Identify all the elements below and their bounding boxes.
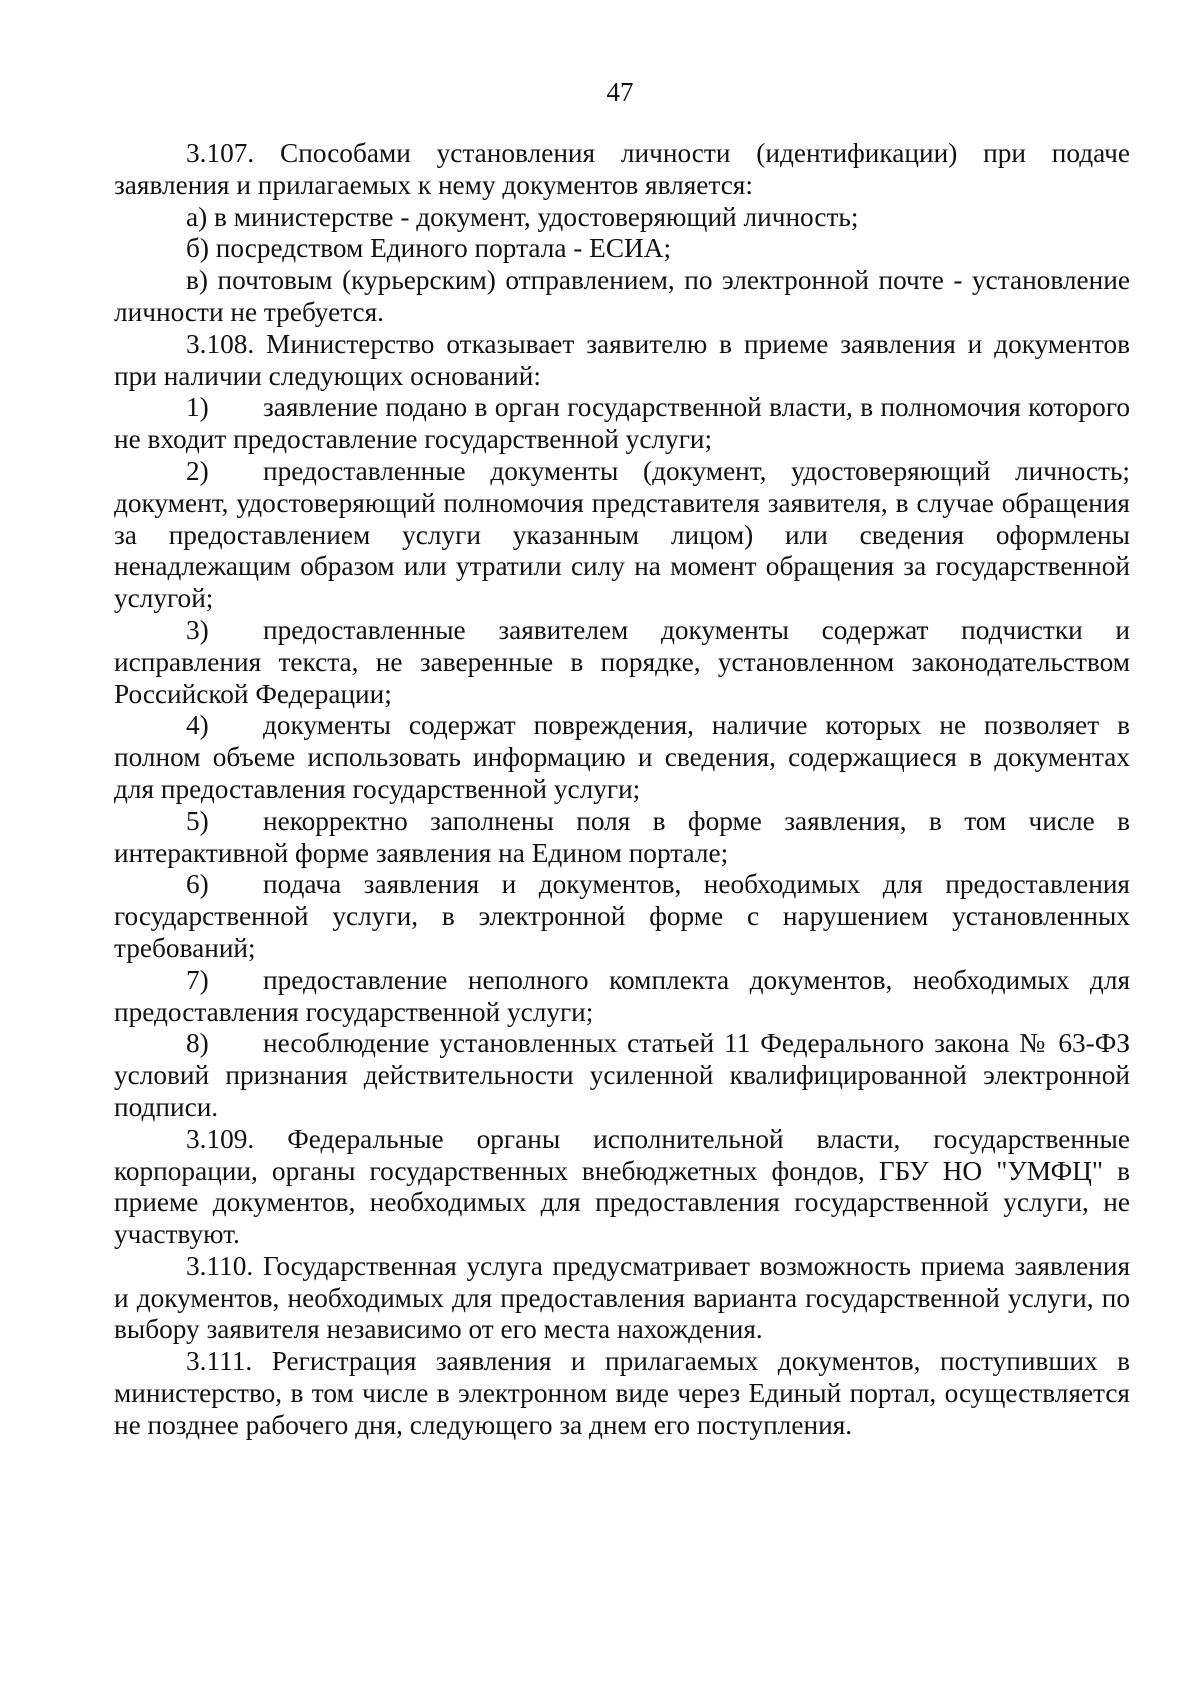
list-item-text: документы содержат повреждения, наличие которых не позволяет в полном объеме использовать информацию и сведения, содержащиеся в документах для предоставления государственной услуги; bbox=[114, 710, 1130, 804]
list-number: 6) bbox=[186, 869, 209, 900]
list-item-text: предоставленные документы (документ, удостоверяющий личность; документ, удостоверяющий полномочия представителя заявителя, в случае обращения за предоставлением услуги указанным лицом) или сведения оформлены ненадлежащим образом или утратили силу на момент обращения за государственной услугой; bbox=[114, 455, 1130, 614]
list-number: 3) bbox=[186, 614, 209, 645]
paragraph-3-108: 3.108. Министерство отказывает заявителю в приеме заявления и документов при наличии следующих оснований: bbox=[114, 328, 1130, 391]
list-item-text: подача заявления и документов, необходимых для предоставления государственной услуги, в электронной форме с нарушением установленных требований; bbox=[114, 869, 1130, 963]
list-item-text: несоблюдение установленных статьей 11 Федерального закона № 63-ФЗ условий признания действительности усиленной квалифицированной электронной подписи. bbox=[114, 1028, 1130, 1122]
list-item-text: предоставление неполного комплекта документов, необходимых для предоставления государственной услуги; bbox=[114, 964, 1130, 1027]
page-number: 47 bbox=[606, 77, 634, 107]
document-body bbox=[114, 138, 1130, 1442]
list-item-text: заявление подано в орган государственной власти, в полномочия которого не входит предоставление государственной услуги; bbox=[114, 392, 1130, 455]
list-item-text: некорректно заполнены поля в форме заявления, в том числе в интерактивной форме заявления на Едином портале; bbox=[114, 805, 1130, 868]
list-item-text: предоставленные заявителем документы содержат подчистки и исправления текста, не заверенные в порядке, установленном законодательством Российской Федерации; bbox=[114, 614, 1130, 709]
refusal-ground-2 bbox=[114, 456, 1130, 615]
refusal-ground-3 bbox=[114, 615, 1130, 710]
paragraph-3-107: 3.107. Способами установления личности (идентификации) при подаче заявления и прилагаемых к нему документов является: bbox=[114, 138, 1130, 200]
paragraph-3-110: 3.110. Государственная услуга предусматривает возможность приема заявления и документов, необходимых для предоставления варианта государственной услуги, по выбору заявителя независимо от его места нахождения. bbox=[114, 1250, 1130, 1345]
identification-item-a: а) в министерстве - документ, удостоверяющий личность; bbox=[186, 201, 859, 232]
identification-item-c: в) почтовым (курьерским) отправлением, по электронной почте - установление личности не требуется. bbox=[114, 265, 1130, 327]
list-number: 8) bbox=[186, 1028, 209, 1059]
refusal-ground-7 bbox=[114, 965, 1130, 1029]
refusal-ground-6 bbox=[114, 869, 1130, 964]
paragraph-3-109: 3.109. Федеральные органы исполнительной власти, государственные корпорации, органы государственных внебюджетных фондов, ГБУ НО "УМФЦ" в приеме документов, необходимых для предоставления государственной услуги, не участвуют. bbox=[114, 1123, 1130, 1250]
refusal-ground-1 bbox=[114, 392, 1130, 456]
list-number: 1) bbox=[186, 392, 209, 423]
list-number: 2) bbox=[186, 455, 209, 486]
refusal-ground-5 bbox=[114, 806, 1130, 870]
refusal-ground-4 bbox=[114, 710, 1130, 805]
identification-item-b: б) посредством Единого портала - ЕСИА; bbox=[186, 233, 672, 264]
refusal-ground-8 bbox=[114, 1028, 1130, 1123]
list-number: 4) bbox=[186, 710, 209, 741]
list-number: 7) bbox=[186, 964, 209, 995]
list-number: 5) bbox=[186, 805, 209, 836]
paragraph-3-111: 3.111. Регистрация заявления и прилагаемых документов, поступивших в министерство, в том числе в электронном виде через Единый портал, осуществляется не позднее рабочего дня, следующего за днем его поступления. bbox=[114, 1346, 1130, 1440]
